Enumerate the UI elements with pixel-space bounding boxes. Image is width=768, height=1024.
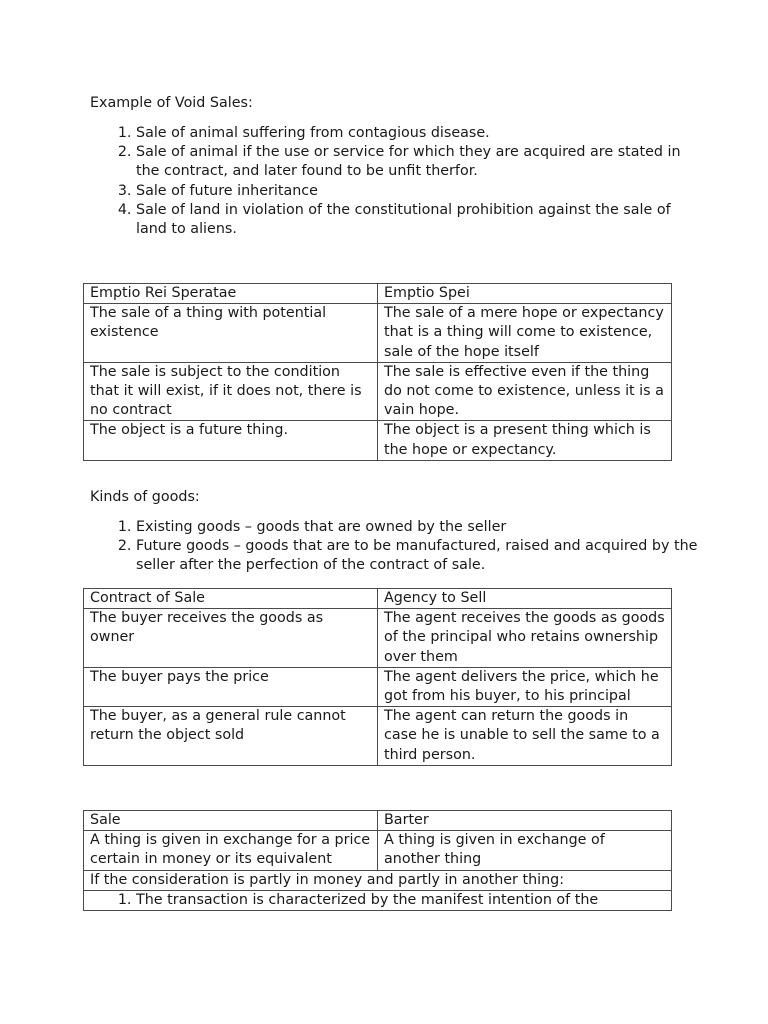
table-row xyxy=(84,667,672,706)
list-item: 2. Future goods – goods that are to be manufactured, raised and acquired by the seller after the perfection of the contract of sale. xyxy=(136,537,706,575)
table-cell: A thing is given in exchange for a price certain in money or its equivalent xyxy=(84,831,378,870)
table-row xyxy=(84,707,672,766)
table-cell: The agent can return the goods in case he is unable to sell the same to a third person. xyxy=(378,707,672,766)
emptio-table xyxy=(83,283,672,461)
table-row xyxy=(84,304,672,363)
list-item: 2. Sale of animal if the use or service for which they are acquired are stated in the contract, and later found to be unfit therfor. xyxy=(136,143,706,181)
table-cell: The buyer pays the price xyxy=(84,667,378,706)
table-span-cell: If the consideration is partly in money and partly in another thing: xyxy=(84,870,672,890)
void-sales-heading: Example of Void Sales: xyxy=(90,95,253,111)
table-row xyxy=(84,831,672,870)
sale-barter-list xyxy=(90,891,665,910)
table-row xyxy=(84,421,672,460)
table-header-cell: Emptio Rei Speratae xyxy=(84,284,378,304)
kinds-of-goods-list xyxy=(90,518,706,576)
void-sales-list xyxy=(90,124,706,239)
table-cell: A thing is given in exchange of another thing xyxy=(378,831,672,870)
table-header-cell: Barter xyxy=(378,811,672,831)
table-cell: The sale of a thing with potential existence xyxy=(84,304,378,363)
table-row xyxy=(84,609,672,668)
contract-agency-table xyxy=(83,588,672,766)
list-item: 4. Sale of land in violation of the constitutional prohibition against the sale of land to aliens. xyxy=(136,201,706,239)
table-cell: The agent receives the goods as goods of the principal who retains ownership over them xyxy=(378,609,672,668)
sale-barter-table xyxy=(83,810,672,911)
table-cell: The agent delivers the price, which he got from his buyer, to his principal xyxy=(378,667,672,706)
list-item: 1. Sale of animal suffering from contagious disease. xyxy=(136,124,706,143)
table-cell: The buyer receives the goods as owner xyxy=(84,609,378,668)
kinds-of-goods-heading: Kinds of goods: xyxy=(90,489,200,505)
list-item: 3. Sale of future inheritance xyxy=(136,182,706,201)
table-row xyxy=(84,870,672,890)
table-header-cell: Sale xyxy=(84,811,378,831)
table-cell: The object is a present thing which is the hope or expectancy. xyxy=(378,421,672,460)
table-cell: The sale is effective even if the thing do not come to existence, unless it is a vain hope. xyxy=(378,362,672,421)
table-row xyxy=(84,362,672,421)
list-item: 1. The transaction is characterized by the manifest intention of the xyxy=(136,891,665,910)
table-header-cell: Emptio Spei xyxy=(378,284,672,304)
table-header-cell: Agency to Sell xyxy=(378,589,672,609)
table-span-cell xyxy=(84,890,672,910)
table-header-row xyxy=(84,589,672,609)
table-cell: The buyer, as a general rule cannot return the object sold xyxy=(84,707,378,766)
table-cell: The sale of a mere hope or expectancy that is a thing will come to existence, sale of the hope itself xyxy=(378,304,672,363)
table-header-row xyxy=(84,811,672,831)
table-cell: The sale is subject to the condition that it will exist, if it does not, there is no contract xyxy=(84,362,378,421)
table-header-row xyxy=(84,284,672,304)
list-item: 1. Existing goods – goods that are owned by the seller xyxy=(136,518,706,537)
table-cell: The object is a future thing. xyxy=(84,421,378,460)
table-header-cell: Contract of Sale xyxy=(84,589,378,609)
table-row xyxy=(84,890,672,910)
